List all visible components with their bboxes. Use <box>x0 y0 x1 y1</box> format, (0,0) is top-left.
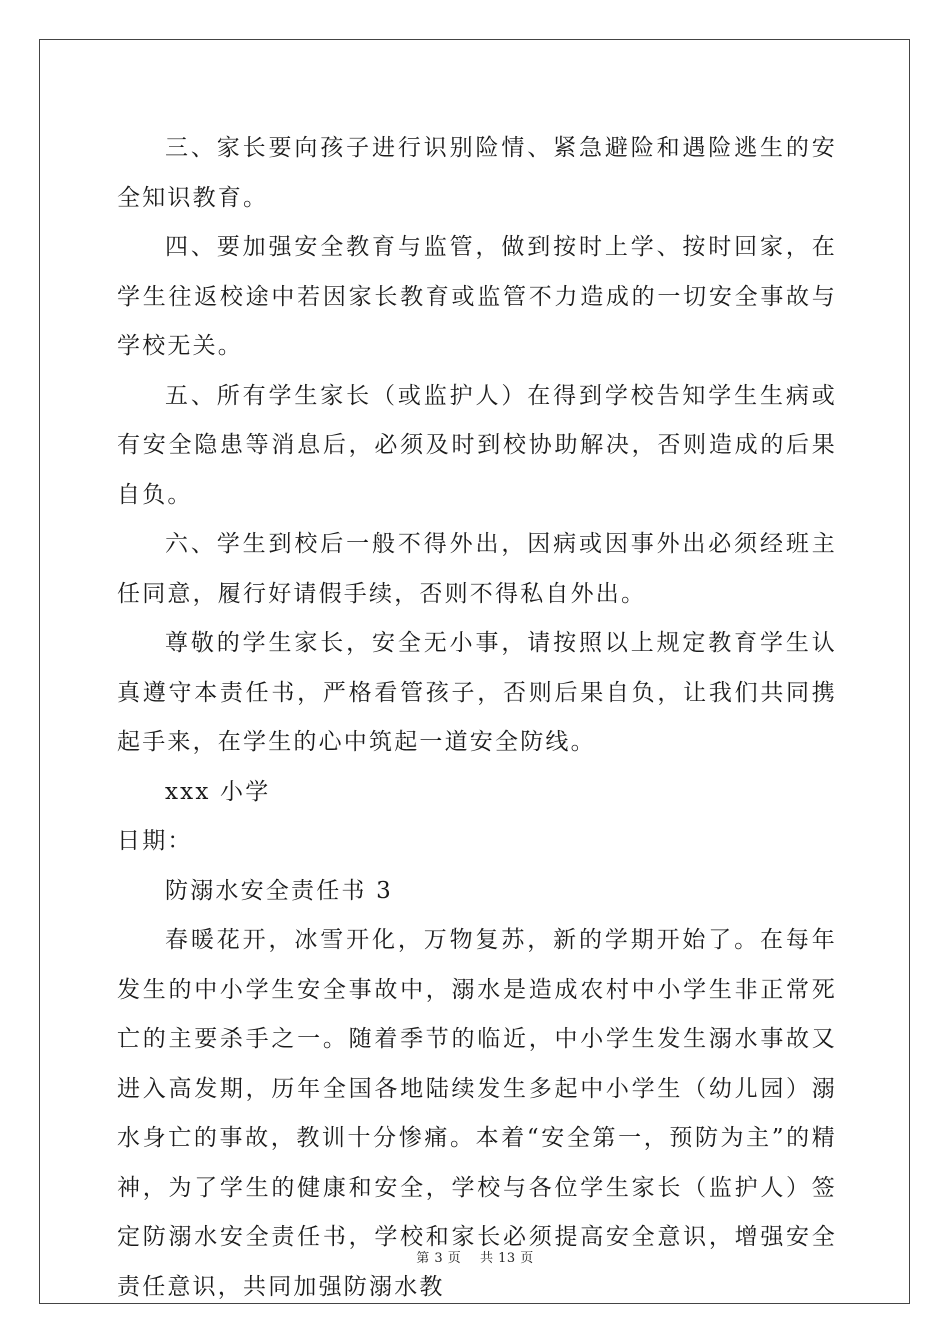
intro-paragraph: 春暖花开，冰雪开化，万物复苏，新的学期开始了。在每年发生的中小学生安全事故中，溺水是造成农村中小学生非正常死亡的主要杀手之一。随着季节的临近，中小学生发生溺水事故又进入高发期，历年全国各地陆续发生多起中小学生（幼儿园）溺水身亡的事故，教训十分惨痛。本着“安全第一，预防为主”的精神，为了学生的健康和安全，学校与各位学生家长（监护人）签定防溺水安全责任书，学校和家长必须提高安全意识，增强安全责任意识，共同加强防溺水教 <box>117 927 837 1300</box>
paragraph-item-4: 四、要加强安全教育与监管，做到按时上学、按时回家，在学生往返校途中若因家长教育或监管不力造成的一切安全事故与学校无关。 <box>117 234 837 359</box>
document-body <box>117 124 837 1312</box>
paragraph-item-6: 六、学生到校后一般不得外出，因病或因事外出必须经班主任同意，履行好请假手续，否则不得私自外出。 <box>117 531 837 607</box>
paragraph-item-3: 三、家长要向孩子进行识别险情、紧急避险和遇险逃生的安全知识教育。 <box>117 135 837 211</box>
signature-date-label: 日期： <box>117 828 193 854</box>
page-total: 共 13 页 <box>479 1251 534 1266</box>
signature-school: xxx 小学 <box>165 778 271 805</box>
section-title: 防溺水安全责任书 3 <box>165 877 393 904</box>
closing-paragraph: 尊敬的学生家长，安全无小事，请按照以上规定教育学生认真遵守本责任书，严格看管孩子，否则后果自负，让我们共同携起手来，在学生的心中筑起一道安全防线。 <box>117 630 837 755</box>
page-footer <box>0 1247 950 1266</box>
paragraph-item-5: 五、所有学生家长（或监护人）在得到学校告知学生生病或有安全隐患等消息后，必须及时到校协助解决，否则造成的后果自负。 <box>117 382 837 508</box>
page-number: 第 3 页 <box>416 1251 462 1266</box>
